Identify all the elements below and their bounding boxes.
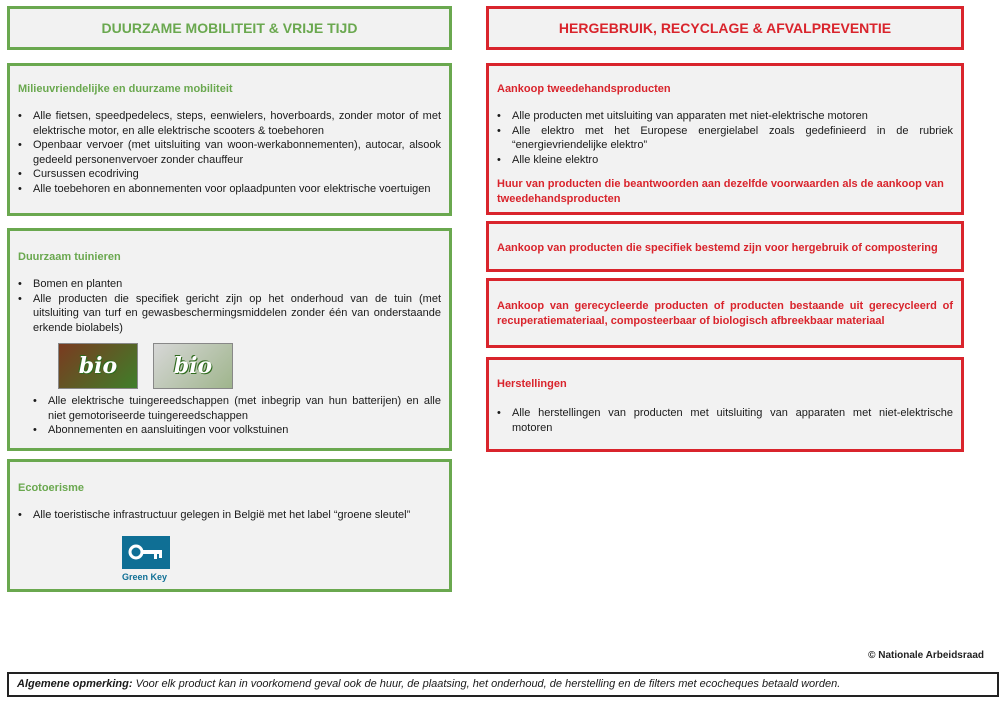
list-item: • Cursussen ecodriving <box>33 167 441 182</box>
general-remark-label: Algemene opmerking: <box>17 678 133 690</box>
ecotourism-title: Ecotoerisme <box>18 482 85 494</box>
right-header-text: HERGEBRUIK, RECYCLAGE & AFVALPREVENTIE <box>558 20 892 36</box>
general-remark-text: Voor elk product kan in voorkomend geval ook de huur, de plaatsing, het onderhoud, de herstelling en de filters met ecocheques betaald worden. <box>132 678 841 690</box>
mobility-box <box>7 63 452 216</box>
left-header <box>7 6 452 50</box>
list-item: • Alle toeristische infrastructuur gelegen in België met het label “groene sleutel” <box>33 508 441 523</box>
bio-logo-text: bio <box>78 353 118 379</box>
ecotourism-list <box>18 508 441 523</box>
garden-list-b <box>33 394 441 438</box>
secondhand-title: Aankoop tweedehandsproducten <box>497 83 671 95</box>
list-item: • Openbaar vervoer (met uitsluiting van woon-werkabonnementen), autocar, alsook gedeeld personenvervoer zonder chauffeur <box>33 138 441 167</box>
reuse-title: Aankoop van producten die specifiek bestemd zijn voor hergebruik of compostering <box>497 242 938 254</box>
copyright-notice: © Nationale Arbeidsraad <box>868 650 984 661</box>
bio-label-logo-1 <box>58 343 138 389</box>
garden-box <box>7 228 452 451</box>
repairs-box <box>486 357 964 452</box>
rental-text: Huur van producten die beantwoorden aan dezelfde voorwaarden als de aankoop van tweedehandsproducten <box>497 178 944 205</box>
reuse-box <box>486 221 964 272</box>
green-key-logo-text: Green Key <box>122 572 168 582</box>
list-item: • Alle herstellingen van producten met uitsluiting van apparaten met niet-elektrische motoren <box>512 406 953 435</box>
repairs-title: Herstellingen <box>497 378 567 390</box>
green-key-icon <box>122 536 170 569</box>
left-header-text: DUURZAME MOBILITEIT & VRIJE TIJD <box>101 20 358 36</box>
list-item: • Alle kleine elektro <box>512 153 953 168</box>
secondhand-box <box>486 63 964 215</box>
mobility-list <box>18 109 441 196</box>
list-item: • Abonnementen en aansluitingen voor volkstuinen <box>48 423 441 438</box>
bio-label-logo-2 <box>153 343 233 389</box>
list-item: • Alle toebehoren en abonnementen voor oplaadpunten voor elektrische voertuigen <box>33 182 441 197</box>
garden-title: Duurzaam tuinieren <box>18 251 121 263</box>
list-item: • Alle elektrische tuingereedschappen (met inbegrip van hun batterijen) en alle niet gemotoriseerde tuingereedschappen <box>48 394 441 423</box>
ecotourism-box <box>7 459 452 592</box>
recycled-title: Aankoop van gerecycleerde producten of producten bestaande uit gerecycleerd of recuperatiemateriaal, composteerbaar of biologisch afbreekbaar materiaal <box>497 300 953 327</box>
list-item: • Alle elektro met het Europese energielabel zoals gedefinieerd in de rubriek “energievriendelijke elektro” <box>512 124 953 153</box>
general-remark-footer <box>7 672 999 697</box>
mobility-title: Milieuvriendelijke en duurzame mobiliteit <box>18 83 233 95</box>
list-item: • Bomen en planten <box>33 277 441 292</box>
bio-logo-text: bio <box>173 353 213 379</box>
repairs-list <box>497 406 953 435</box>
list-item: • Alle fietsen, speedpedelecs, steps, eenwielers, hoverboards, zonder motor of met elektrische motor, en alle elektrische scooters & toebehoren <box>33 109 441 138</box>
garden-list-a <box>18 277 441 335</box>
list-item: • Alle producten met uitsluiting van apparaten met niet-elektrische motoren <box>512 109 953 124</box>
right-header <box>486 6 964 50</box>
secondhand-list <box>497 109 953 167</box>
recycled-box <box>486 278 964 348</box>
list-item: • Alle producten die specifiek gericht zijn op het onderhoud van de tuin (met uitsluiting van turf en gewasbeschermingsmiddelen zonder één van onderstaande erkende biolabels) <box>33 292 441 336</box>
